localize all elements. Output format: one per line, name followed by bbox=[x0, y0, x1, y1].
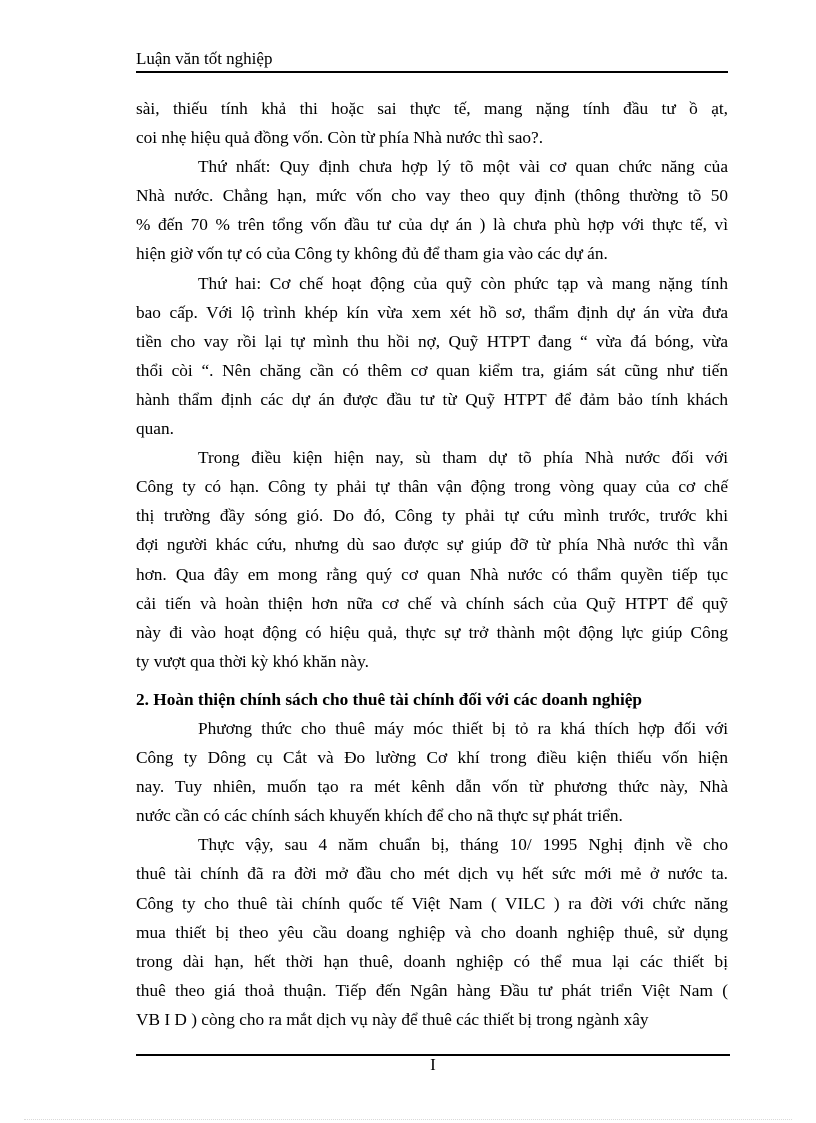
text-line: ty vượt qua thời kỳ khó khăn này. bbox=[136, 651, 369, 671]
paragraph bbox=[136, 152, 728, 268]
text-line: hành thẩm định các dự án được đầu tư từ Quỹ HTPT để đảm bảo tính khách bbox=[136, 389, 728, 409]
document-body bbox=[136, 94, 728, 1034]
text-line: thuê theo giá thoả thuận. Tiếp đến Ngân hàng Đầu tư phát triển Việt Nam ( bbox=[136, 980, 728, 1000]
header-rule bbox=[136, 71, 728, 73]
text-line: coi nhẹ hiệu quả đồng vốn. Còn từ phía Nhà nước thì sao?. bbox=[136, 128, 544, 148]
text-line: đợi người khác cứu, nhưng dù sao được sự giúp đỡ từ phía Nhà nước thì vẫn bbox=[136, 535, 728, 555]
page-number: I bbox=[430, 1055, 436, 1074]
text-line: Trong điều kiện hiện nay, sù tham dự tõ phía Nhà nước đối với bbox=[198, 448, 728, 468]
text-line: mua thiết bị theo yêu cầu doang nghiệp và cho doanh nghiệp thuê, sử dụng bbox=[136, 922, 728, 942]
text-line: hơn. Qua đây em mong rằng quý cơ quan Nhà nước có thẩm quyền tiếp tục bbox=[136, 564, 728, 584]
text-line: VB I D ) còng cho ra mắt dịch vụ này để thuê các thiết bị trong ngành xây bbox=[136, 1009, 649, 1029]
text-line: sài, thiếu tính khả thi hoặc sai thực tế, mang nặng tính đầu tư ồ ạt, bbox=[136, 99, 728, 118]
paragraph bbox=[136, 714, 728, 830]
text-line: tiền cho vay rồi lại tự mình thu hồi nợ, Quỹ HTPT đang “ vừa đá bóng, vừa bbox=[136, 331, 728, 351]
text-line: Công ty có hạn. Công ty phải tự thân vận động trong vòng quay của cơ chế bbox=[136, 477, 728, 497]
paragraph bbox=[136, 830, 728, 1034]
text-line: thị trường đầy sóng gió. Do đó, Công ty phải tự cứu mình trước, trước khi bbox=[136, 506, 728, 526]
text-line: hiện giờ vốn tự có của Công ty không đủ để tham gia vào các dự án. bbox=[136, 244, 608, 264]
text-line: Thứ nhất: Quy định chưa hợp lý tõ một vài cơ quan chức năng của bbox=[198, 157, 728, 177]
text-line: Nhà nước. Chẳng hạn, mức vốn cho vay theo quy định (thông thường tõ 50 bbox=[136, 186, 728, 206]
paragraph bbox=[136, 94, 728, 152]
text-line: nay. Tuy nhiên, muốn tạo ra mét kênh dẫn vốn từ phương thức này, Nhà bbox=[136, 777, 728, 797]
text-line: Thực vậy, sau 4 năm chuẩn bị, tháng 10/ 1995 Nghị định về cho bbox=[198, 835, 728, 855]
text-line: Thứ hai: Cơ chế hoạt động của quỹ còn phức tạp và mang nặng tính bbox=[198, 273, 728, 293]
paragraph bbox=[136, 443, 728, 676]
text-line: thổi còi “. Nên chăng cần có thêm cơ quan kiểm tra, giám sát cũng như tiến bbox=[136, 360, 728, 380]
paragraph bbox=[136, 269, 728, 444]
section-heading: 2. Hoàn thiện chính sách cho thuê tài chính đối với các doanh nghiệp bbox=[136, 689, 643, 709]
text-line: Công ty Dông cụ Cắt và Đo lường Cơ khí trong điều kiện thiếu vốn hiện bbox=[136, 748, 728, 768]
running-header: Luận văn tốt nghiệp bbox=[136, 49, 273, 68]
text-line: cải tiến và hoàn thiện hơn nữa cơ chế và chính sách của Quỹ HTPT để quỹ bbox=[136, 593, 728, 613]
text-line: này đi vào hoạt động có hiệu quả, thực sự trở thành một động lực giúp Công bbox=[136, 622, 728, 642]
text-line: quan. bbox=[136, 419, 174, 439]
text-line: Phương thức cho thuê máy móc thiết bị tỏ ra khá thích hợp đối với bbox=[198, 718, 728, 738]
text-line: % đến 70 % trên tổng vốn đầu tư của dự án ) là chưa phù hợp với thực tế, vì bbox=[136, 215, 728, 235]
text-line: thuê tài chính đã ra đời mở đầu cho mét dịch vụ hết sức mới mẻ ở nước ta. bbox=[136, 864, 728, 884]
text-line: nước cần có các chính sách khuyến khích để cho nã thực sự phát triển. bbox=[136, 806, 623, 826]
text-line: Công ty cho thuê tài chính quốc tế Việt Nam ( VILC ) ra đời với chức năng bbox=[136, 893, 728, 913]
text-line: bao cấp. Với lộ trình khép kín vừa xem xét hồ sơ, thẩm định dự án vừa đưa bbox=[136, 302, 728, 322]
text-line: trong dài hạn, hết thời hạn thuê, doanh nghiệp có thể mua lại các thiết bị bbox=[136, 951, 728, 971]
page-boundary-divider bbox=[24, 1119, 792, 1120]
